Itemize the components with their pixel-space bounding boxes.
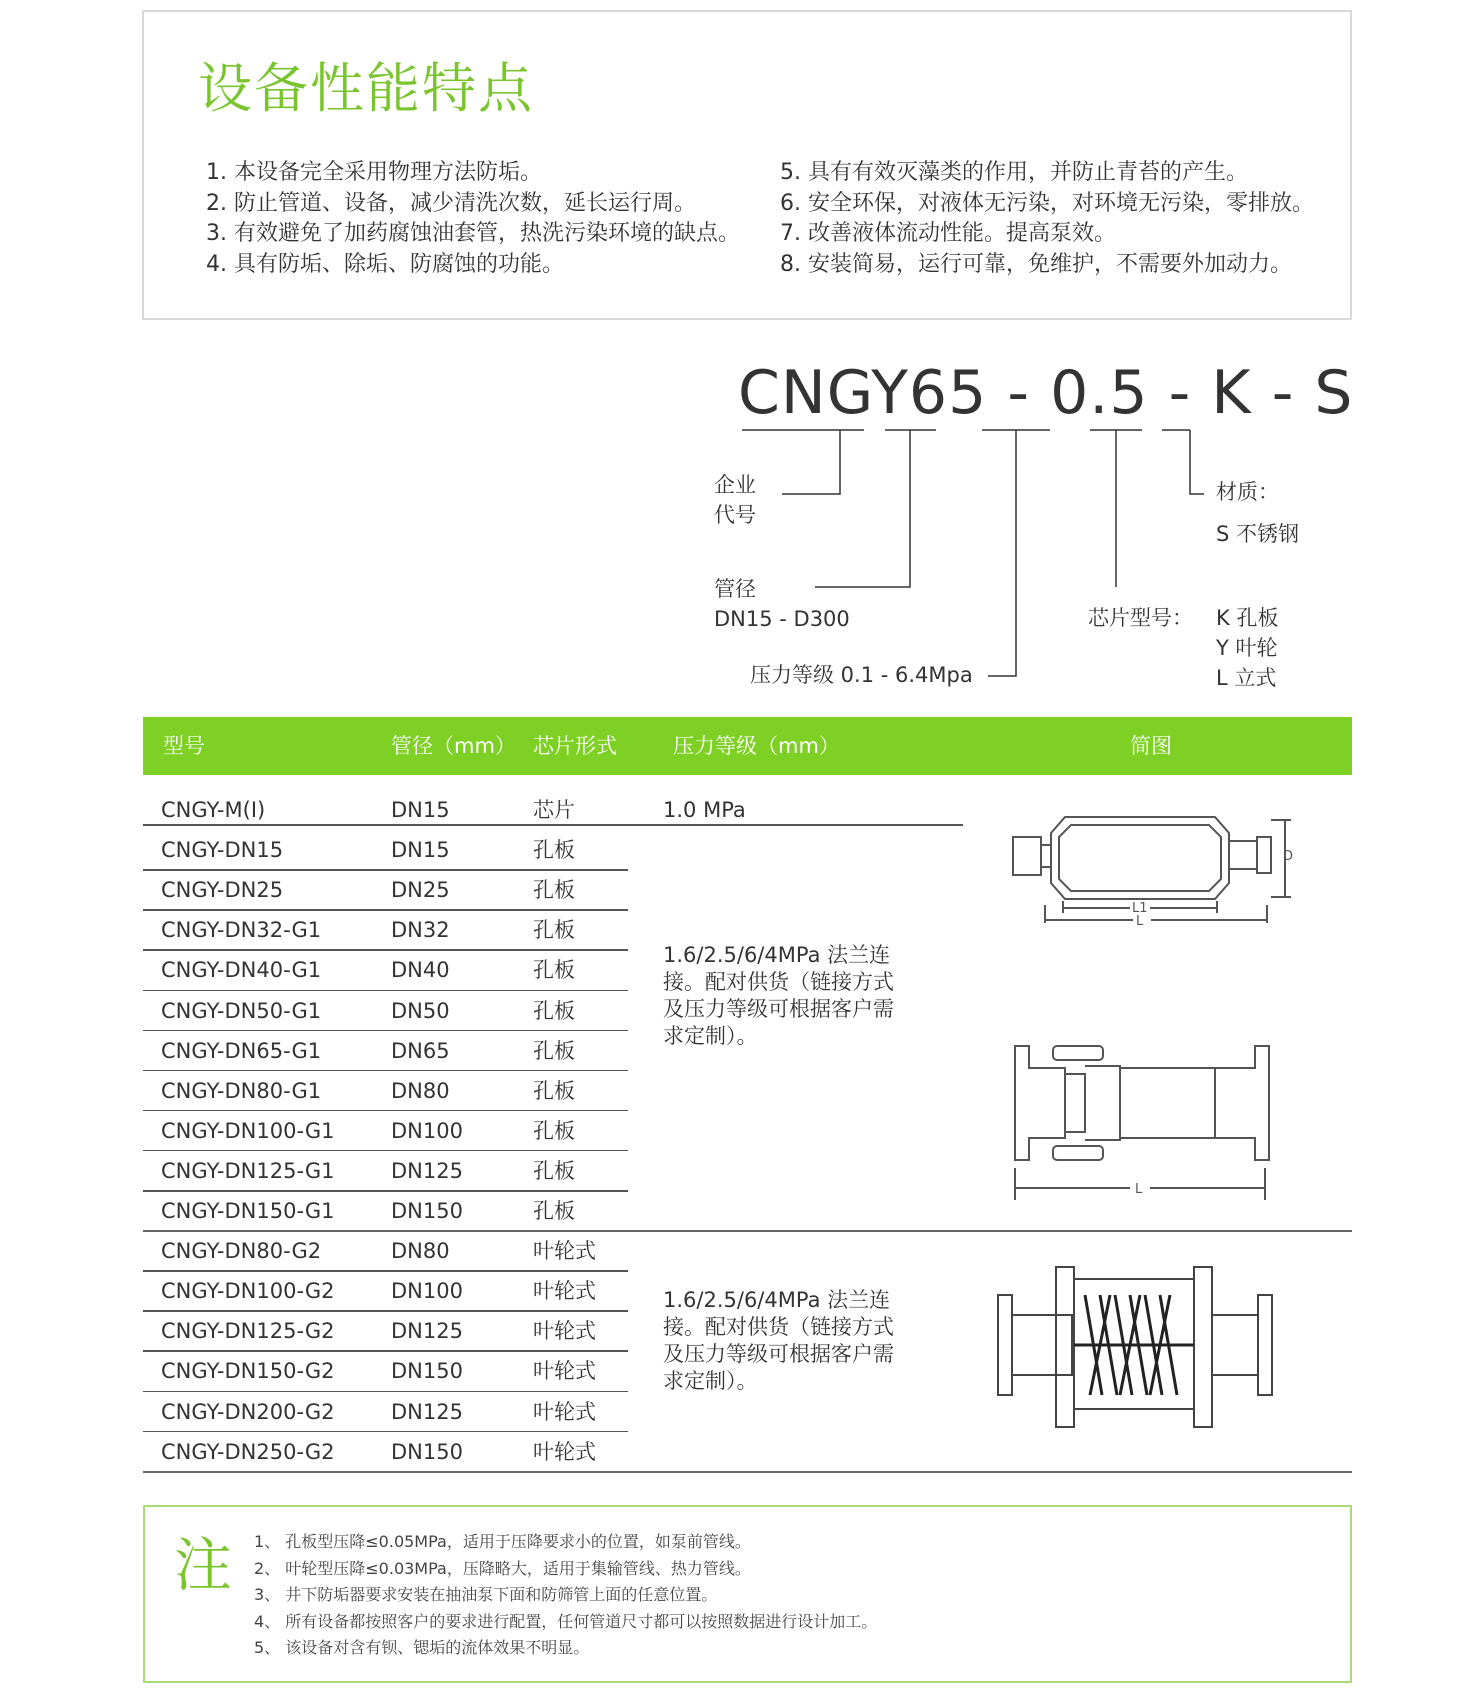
- cell-model: CNGY-DN150-G2: [161, 1359, 335, 1384]
- row-divider: [143, 824, 963, 826]
- cell-chip: 叶轮式: [533, 1359, 596, 1384]
- feature-item: 2. 防止管道、设备，减少清洗次数，延长运行周。: [206, 190, 696, 216]
- cell-diameter: DN150: [391, 1199, 463, 1223]
- feature-item: 3. 有效避免了加药腐蚀油套管，热洗污染环境的缺点。: [206, 221, 740, 246]
- diameter-label: 管径 DN15 - D300: [714, 577, 850, 631]
- cell-diameter: DN15: [391, 838, 450, 863]
- cell-chip: 孔板: [533, 918, 575, 943]
- note-item: 5、 该设备对含有钡、锶垢的流体效果不明显。: [254, 1638, 590, 1658]
- cell-chip: 孔板: [533, 838, 575, 863]
- cell-chip: 芯片: [533, 798, 575, 822]
- note-item: 3、 井下防垢器要求安装在抽油泵下面和防筛管上面的任意位置。: [254, 1585, 718, 1605]
- cell-diameter: DN80: [391, 1078, 450, 1103]
- cell-diameter: DN100: [391, 1118, 463, 1143]
- cell-model: CNGY-DN15: [161, 838, 284, 863]
- cell-chip: 孔板: [533, 1078, 575, 1103]
- cell-diameter: DN50: [391, 998, 450, 1023]
- header-chip: 芯片形式: [533, 734, 617, 758]
- cell-chip: 叶轮式: [533, 1319, 596, 1344]
- cell-chip: 孔板: [533, 1038, 575, 1063]
- notes-list: [254, 1529, 877, 1662]
- feature-item: 1. 本设备完全采用物理方法防垢。: [206, 160, 542, 185]
- svg-text:D: D: [1283, 849, 1294, 864]
- feature-item: 8. 安装简易，运行可靠，免维护，不需要外加动力。: [780, 251, 1292, 277]
- pressure-label: 压力等级 0.1 - 6.4Mpa: [750, 663, 973, 687]
- feature-item: 4. 具有防垢、除垢、防腐蚀的功能。: [206, 251, 564, 277]
- cell-diameter: DN125: [391, 1319, 463, 1344]
- diagram-orifice-flange: [1005, 1038, 1280, 1208]
- note-item: 1、 孔板型压降≤0.05MPa，适用于压降要求小的位置，如泵前管线。: [254, 1532, 751, 1551]
- table-header: [143, 717, 1352, 775]
- cell-chip: 孔板: [533, 878, 575, 903]
- cell-model: CNGY-DN125-G2: [161, 1319, 335, 1344]
- pressure-group-1: 1.6/2.5/6/4MPa 法兰连接。配对供货（链接方式及压力等级可根据客户需求定制）。: [663, 943, 894, 1048]
- cell-chip: 孔板: [533, 958, 575, 983]
- cell-model: CNGY-DN200-G2: [161, 1399, 335, 1424]
- note-item: 2、 叶轮型压降≤0.03MPa，压降略大，适用于集输管线、热力管线。: [254, 1558, 751, 1578]
- cell-diameter: DN32: [391, 918, 450, 943]
- cell-chip: 叶轮式: [533, 1239, 596, 1264]
- note-item: 4、 所有设备都按照客户的要求进行配置，任何管道尺寸都可以按照数据进行设计加工。: [254, 1611, 878, 1631]
- svg-text:L: L: [1135, 1182, 1143, 1197]
- cell-model: CNGY-DN150-G1: [161, 1199, 335, 1223]
- material-label: 材质：: [1216, 480, 1279, 504]
- cell-chip: 叶轮式: [533, 1399, 596, 1424]
- cell-model: CNGY-DN125-G1: [161, 1158, 335, 1183]
- pressure-first: 1.0 MPa: [663, 798, 746, 822]
- cell-model: CNGY-DN250-G2: [161, 1439, 335, 1464]
- cell-diameter: DN65: [391, 1038, 450, 1063]
- header-diagram: 简图: [1130, 734, 1172, 758]
- feature-item: 5. 具有有效灭藻类的作用，并防止青苔的产生。: [780, 160, 1248, 185]
- svg-text:L1: L1: [1132, 901, 1148, 916]
- cell-diameter: DN150: [391, 1359, 463, 1384]
- cell-chip: 孔板: [533, 998, 575, 1023]
- feature-item: 7. 改善液体流动性能。提高泵效。: [780, 221, 1116, 246]
- cell-chip: 孔板: [533, 1118, 575, 1143]
- feature-item: 6. 安全环保，对液体无污染，对环境无污染，零排放。: [780, 190, 1314, 216]
- cell-model: CNGY-M(I): [161, 798, 266, 822]
- cell-model: CNGY-DN25: [161, 878, 284, 903]
- cell-chip: 叶轮式: [533, 1279, 596, 1304]
- cell-diameter: DN80: [391, 1239, 450, 1264]
- cell-diameter: DN125: [391, 1399, 463, 1424]
- cell-diameter: DN100: [391, 1279, 463, 1304]
- cell-chip: 孔板: [533, 1199, 575, 1223]
- cell-diameter: DN150: [391, 1439, 463, 1464]
- cell-chip: 叶轮式: [533, 1439, 596, 1464]
- header-diameter: 管径（mm）: [391, 734, 516, 758]
- cell-chip: 孔板: [533, 1158, 575, 1183]
- cell-model: CNGY-DN100-G1: [161, 1118, 335, 1143]
- cell-diameter: DN25: [391, 878, 450, 903]
- diagram-chip-type: [1005, 805, 1300, 930]
- cell-model: CNGY-DN80-G2: [161, 1239, 322, 1264]
- cell-diameter: DN40: [391, 958, 450, 983]
- model-code: CNGY65 - 0.5 - K - S: [738, 358, 1354, 428]
- company-code-label: 企业 代号: [714, 473, 756, 527]
- svg-text:L: L: [1136, 914, 1144, 929]
- table-bottom-border: [143, 1471, 1352, 1473]
- chip-type-label: 芯片型号：: [1088, 606, 1193, 630]
- notes-mark: 注: [174, 1531, 233, 1599]
- cell-model: CNGY-DN40-G1: [161, 958, 322, 983]
- pressure-group-2: 1.6/2.5/6/4MPa 法兰连接。配对供货（链接方式及压力等级可根据客户需求定制）。: [663, 1288, 894, 1393]
- cell-model: CNGY-DN50-G1: [161, 998, 322, 1023]
- header-model: 型号: [163, 734, 205, 758]
- cell-model: CNGY-DN65-G1: [161, 1038, 322, 1063]
- material-value: S 不锈钢: [1216, 522, 1300, 546]
- cell-model: CNGY-DN32-G1: [161, 918, 322, 943]
- cell-diameter: DN125: [391, 1158, 463, 1183]
- diagram-impeller-type: [990, 1255, 1290, 1445]
- cell-model: CNGY-DN80-G1: [161, 1078, 322, 1103]
- cell-model: CNGY-DN100-G2: [161, 1279, 335, 1304]
- cell-diameter: DN15: [391, 798, 450, 822]
- features-title: 设备性能特点: [198, 57, 534, 120]
- chip-type-values: K 孔板 Y 叶轮 L 立式: [1216, 606, 1279, 690]
- header-pressure: 压力等级（mm）: [673, 734, 840, 758]
- group-divider: [143, 1230, 1352, 1232]
